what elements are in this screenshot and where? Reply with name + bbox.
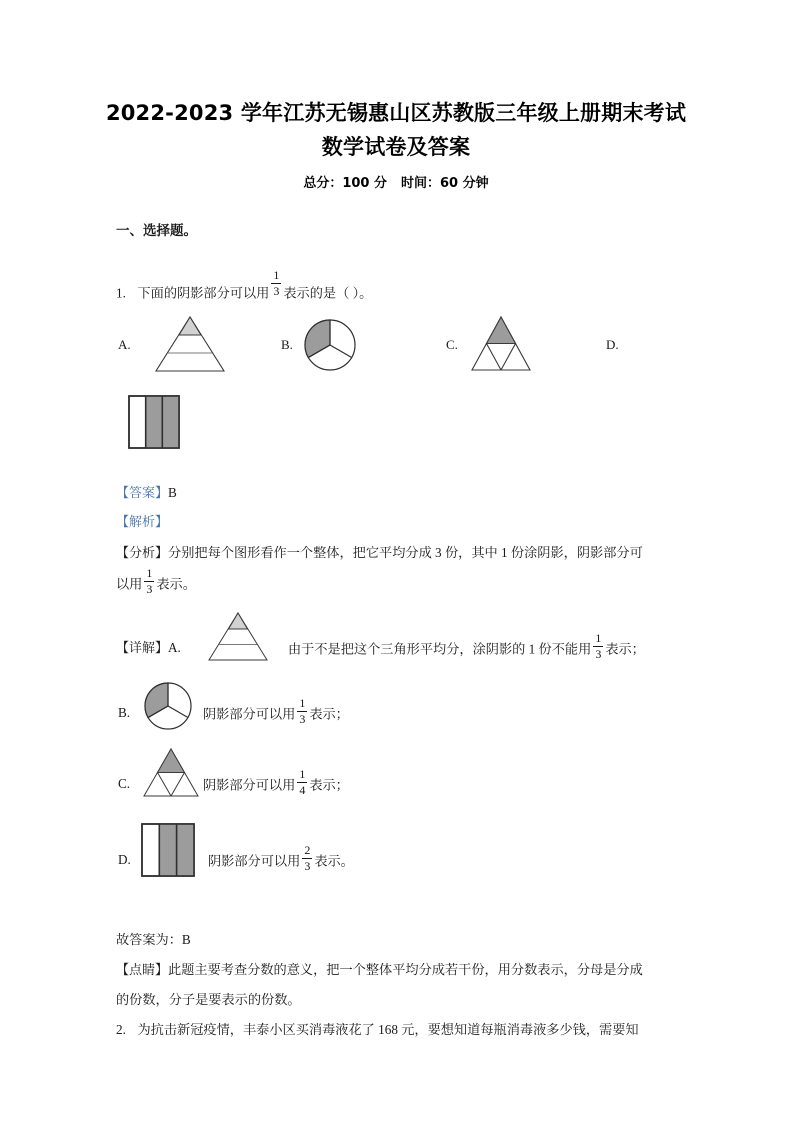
question-1-fraction: $\frac{1}{3}$ xyxy=(273,268,280,298)
detail-a-text xyxy=(288,633,645,665)
detail-a-letter: A. xyxy=(168,640,181,655)
detail-c-figure-triangle-four-subtriangles xyxy=(140,746,202,800)
detail-d-fraction: $\frac{2}{3}$ xyxy=(304,843,311,873)
detail-b-text-after: 表示； xyxy=(309,706,349,722)
detail-a-fraction: $\frac{1}{3}$ xyxy=(595,631,602,661)
tip-label: 【点睛】 xyxy=(116,963,169,978)
document-header xyxy=(96,96,696,194)
question-1-stem-text-after: 表示的是（ ）。 xyxy=(283,285,373,301)
analysis-text-2-before: 以用 xyxy=(116,576,143,592)
detail-c-letter: C. xyxy=(118,776,131,791)
option-a-letter[interactable]: A. xyxy=(118,337,131,352)
detail-c-text xyxy=(203,769,349,801)
detail-d-text-before: 阴影部分可以用 xyxy=(208,853,301,869)
detail-c-text-after: 表示； xyxy=(309,777,349,793)
exam-meta xyxy=(96,174,696,194)
question-1-number: 1. xyxy=(116,285,126,301)
analysis-fraction: $\frac{1}{3}$ xyxy=(146,566,153,596)
detail-c-fraction: $\frac{1}{4}$ xyxy=(299,767,306,797)
detail-b-figure-circle-three-sectors xyxy=(140,679,196,733)
answer-value: B xyxy=(168,485,177,500)
analysis-text-2-after: 表示。 xyxy=(156,576,196,592)
duration-label: 时间：60 分钟 xyxy=(401,176,489,191)
detail-b-text xyxy=(203,698,349,730)
page-title-line-2: 数学试卷及答案 xyxy=(321,135,471,159)
detail-b-letter: B. xyxy=(118,705,131,720)
option-c-letter[interactable]: C. xyxy=(446,337,458,352)
answer-label: 【答案】 xyxy=(116,486,169,501)
detail-d-figure-rectangle-three-strips xyxy=(140,822,196,878)
detail-c-text-before: 阴影部分可以用 xyxy=(203,777,296,793)
detail-b-text-before: 阴影部分可以用 xyxy=(203,706,296,722)
detail-label: 【详解】 xyxy=(116,641,169,656)
analysis-line-1 xyxy=(116,538,643,569)
detail-a-text-before: 由于不是把这个三角形平均分，涂阴影的 1 份不能用 xyxy=(288,641,592,657)
question-2-stem xyxy=(116,1015,639,1045)
explanation-label: 【解析】 xyxy=(116,515,169,530)
option-c-figure-triangle-four-subtriangles xyxy=(468,313,534,375)
tip-text-1: 此题主要考查分数的意义，把一个整体平均分成若干份，用分数表示，分母是分成 xyxy=(168,962,643,977)
question-2-number: 2. xyxy=(116,1022,126,1037)
answer-line xyxy=(116,478,177,509)
analysis-text-1: 分别把每个图形看作一个整体，把它平均分成 3 份，其中 1 份涂阴影，阴影部分可 xyxy=(168,545,643,560)
detail-a-label-group xyxy=(116,633,181,664)
detail-d-letter: D. xyxy=(118,852,131,867)
detail-d-text xyxy=(208,845,354,877)
option-a-figure-triangle-horizontal-bands xyxy=(152,313,228,375)
option-b-figure-circle-three-sectors xyxy=(300,316,360,374)
question-1-stem-text-before: 下面的阴影部分可以用 xyxy=(137,285,270,301)
analysis-label: 【分析】 xyxy=(116,546,169,561)
detail-a-text-after: 表示； xyxy=(605,641,645,657)
total-score-label: 总分：100 分 xyxy=(303,176,388,191)
page-title-line-1: 2022-2023 学年江苏无锡惠山区苏教版三年级上册期末考试 xyxy=(105,101,687,125)
section-heading-choice: 一、选择题。 xyxy=(116,223,197,239)
option-d-figure-rectangle-three-strips xyxy=(127,394,181,450)
question-2-text: 为抗击新冠疫情，丰泰小区买消毒液花了 168 元，要想知道每瓶消毒液多少钱，需要知 xyxy=(137,1022,639,1037)
detail-a-figure-triangle-horizontal-bands xyxy=(205,610,271,664)
detail-b-fraction: $\frac{1}{3}$ xyxy=(299,696,306,726)
option-d-letter[interactable]: D. xyxy=(606,337,619,352)
question-1-stem xyxy=(116,270,372,308)
option-b-letter[interactable]: B. xyxy=(281,337,293,352)
tip-line-1 xyxy=(116,955,643,986)
detail-d-text-after: 表示。 xyxy=(314,853,354,869)
answer-conclusion: 故答案为：B xyxy=(116,932,191,947)
tip-line-2: 的份数，分子是要表示的份数。 xyxy=(116,992,301,1007)
analysis-line-2 xyxy=(116,568,196,600)
